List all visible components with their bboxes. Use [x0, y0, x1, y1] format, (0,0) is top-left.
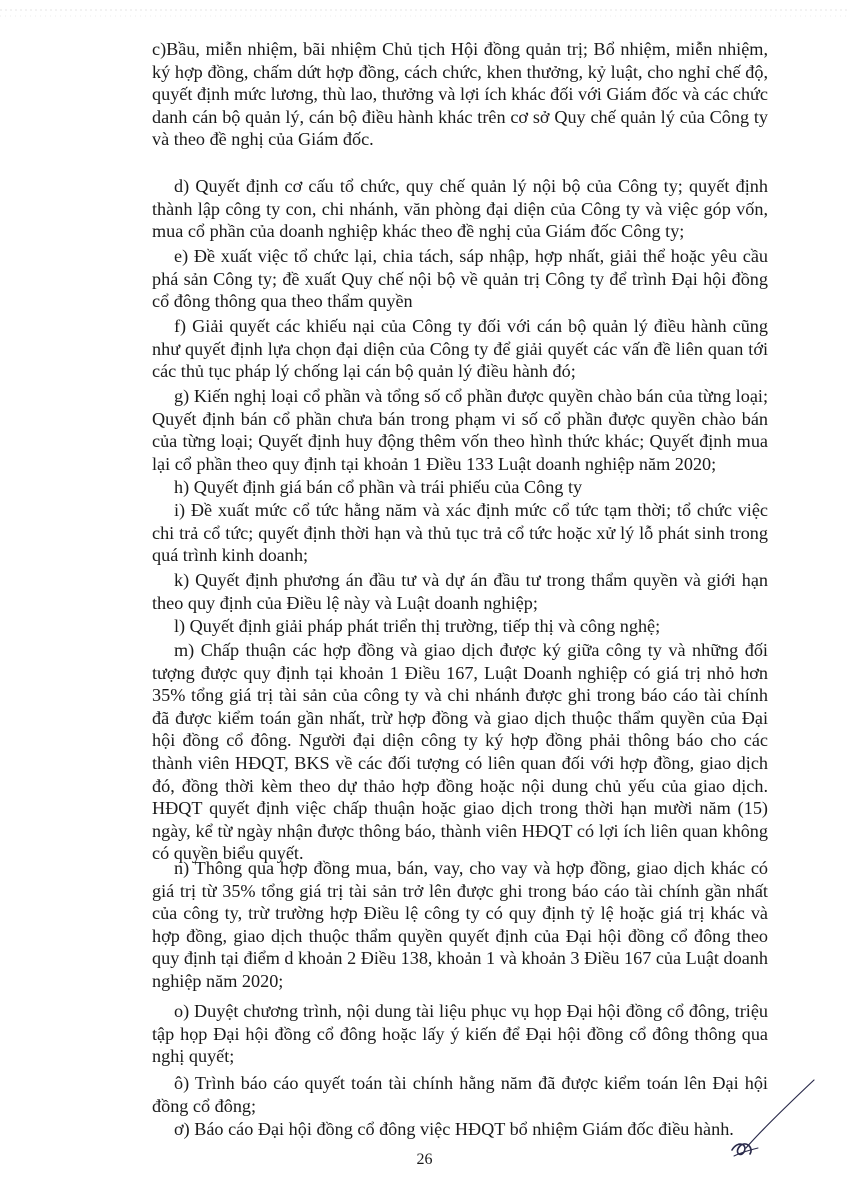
- paragraph-g: g) Kiến nghị loại cổ phần và tổng số cổ phần được quyền chào bán của từng loại; Quyết định bán cổ phần chưa bán trong phạm vi số cổ phần được quyền chào bán của từng loại; Quyết định huy động thêm vốn theo hình thức khác; Quyết định mua lại cổ phần theo quy định tại khoản 1 Điều 133 Luật doanh nghiệp năm 2020;: [152, 386, 768, 474]
- paragraph-k: k) Quyết định phương án đầu tư và dự án đầu tư trong thẩm quyền và giới hạn theo quy định của Điều lệ này và Luật doanh nghiệp;: [152, 570, 768, 613]
- paragraph-o: o) Duyệt chương trình, nội dung tài liệu phục vụ họp Đại hội đồng cổ đông, triệu tập họp Đại hội đồng cổ đông hoặc lấy ý kiến để Đại hội đồng cổ đông thông qua nghị quyết;: [152, 1001, 768, 1067]
- paragraph-o-horn: ơ) Báo cáo Đại hội đồng cổ đông việc HĐQT bổ nhiệm Giám đốc điều hành.: [174, 1119, 734, 1139]
- paragraph-h: h) Quyết định giá bán cổ phần và trái phiếu của Công ty: [174, 477, 583, 497]
- page-number: 26: [416, 1151, 433, 1168]
- scan-edge-noise: [0, 0, 849, 24]
- paragraph-c: c)Bầu, miễn nhiệm, bãi nhiệm Chủ tịch Hội đồng quản trị; Bổ nhiệm, miễn nhiệm, ký hợp đồng, chấm dứt hợp đồng, cách chức, khen thưởng, kỷ luật, cho nghỉ chế độ, quyết định mức lương, thù lao, thưởng và lợi ích khác đối với Giám đốc và các chức danh cán bộ quản lý, cán bộ điều hành khác trên cơ sở Quy chế quản lý của Công ty và theo đề nghị của Giám đốc.: [152, 39, 768, 150]
- paragraph-o-circumflex: ô) Trình báo cáo quyết toán tài chính hằng năm đã được kiểm toán lên Đại hội đồng cổ đông;: [152, 1073, 768, 1116]
- paragraph-m: m) Chấp thuận các hợp đồng và giao dịch được ký giữa công ty và những đối tượng được quy định tại khoản 1 Điều 167, Luật Doanh nghiệp có giá trị nhỏ hơn 35% tổng giá trị tài sản của công ty và chi nhánh được ghi trong báo cáo tài chính đã được kiểm toán gần nhất, trừ hợp đồng và giao dịch thuộc thẩm quyền của Đại hội đồng cổ đông. Người đại diện công ty ký hợp đồng phải thông báo cho các thành viên HĐQT, BKS về các đối tượng có liên quan đối với hợp đồng, giao dịch đó, đồng thời kèm theo dự thảo hợp đồng hoặc nội dung chủ yếu của giao dịch. HĐQT quyết định việc chấp thuận hoặc giao dịch trong thời hạn mười năm (15) ngày, kể từ ngày nhận được thông báo, thành viên HĐQT có lợi ích liên quan không có quyền biểu quyết.: [152, 640, 768, 864]
- initials-signature: [728, 1078, 818, 1158]
- paragraph-e: e) Đề xuất việc tổ chức lại, chia tách, sáp nhập, hợp nhất, giải thể hoặc yêu cầu phá sản Công ty; đề xuất Quy chế nội bộ về quản trị Công ty để trình Đại hội đồng cổ đông thông qua theo thẩm quyền: [152, 246, 768, 312]
- paragraph-l: l) Quyết định giải pháp phát triển thị trường, tiếp thị và công nghệ;: [174, 616, 661, 636]
- paragraph-n: n) Thông qua hợp đồng mua, bán, vay, cho vay và hợp đồng, giao dịch khác có giá trị từ 35% tổng giá trị tài sản trở lên được ghi trong báo cáo tài chính gần nhất của công ty, trừ trường hợp Điều lệ công ty có quy định tỷ lệ hoặc giá trị khác và hợp đồng, giao dịch thuộc thẩm quyền quyết định của Đại hội đồng cổ đông theo quy định tại điểm d khoản 2 Điều 138, khoản 1 và khoản 3 Điều 167 của Luật doanh nghiệp năm 2020;: [152, 858, 768, 991]
- paragraph-f: f) Giải quyết các khiếu nại của Công ty đối với cán bộ quản lý điều hành cũng như quyết định lựa chọn đại diện của Công ty để giải quyết các vấn đề liên quan tới các thủ tục pháp lý chống lại cán bộ quản lý điều hành đó;: [152, 316, 768, 382]
- paragraph-i: i) Đề xuất mức cổ tức hằng năm và xác định mức cổ tức tạm thời; tổ chức việc chi trả cổ tức; quyết định thời hạn và thủ tục trả cổ tức hoặc xử lý lỗ phát sinh trong quá trình kinh doanh;: [152, 500, 768, 566]
- paragraph-d: d) Quyết định cơ cấu tổ chức, quy chế quản lý nội bộ của Công ty; quyết định thành lập công ty con, chi nhánh, văn phòng đại diện của Công ty và việc góp vốn, mua cổ phần của doanh nghiệp khác theo đề nghị của Giám đốc Công ty;: [152, 176, 768, 242]
